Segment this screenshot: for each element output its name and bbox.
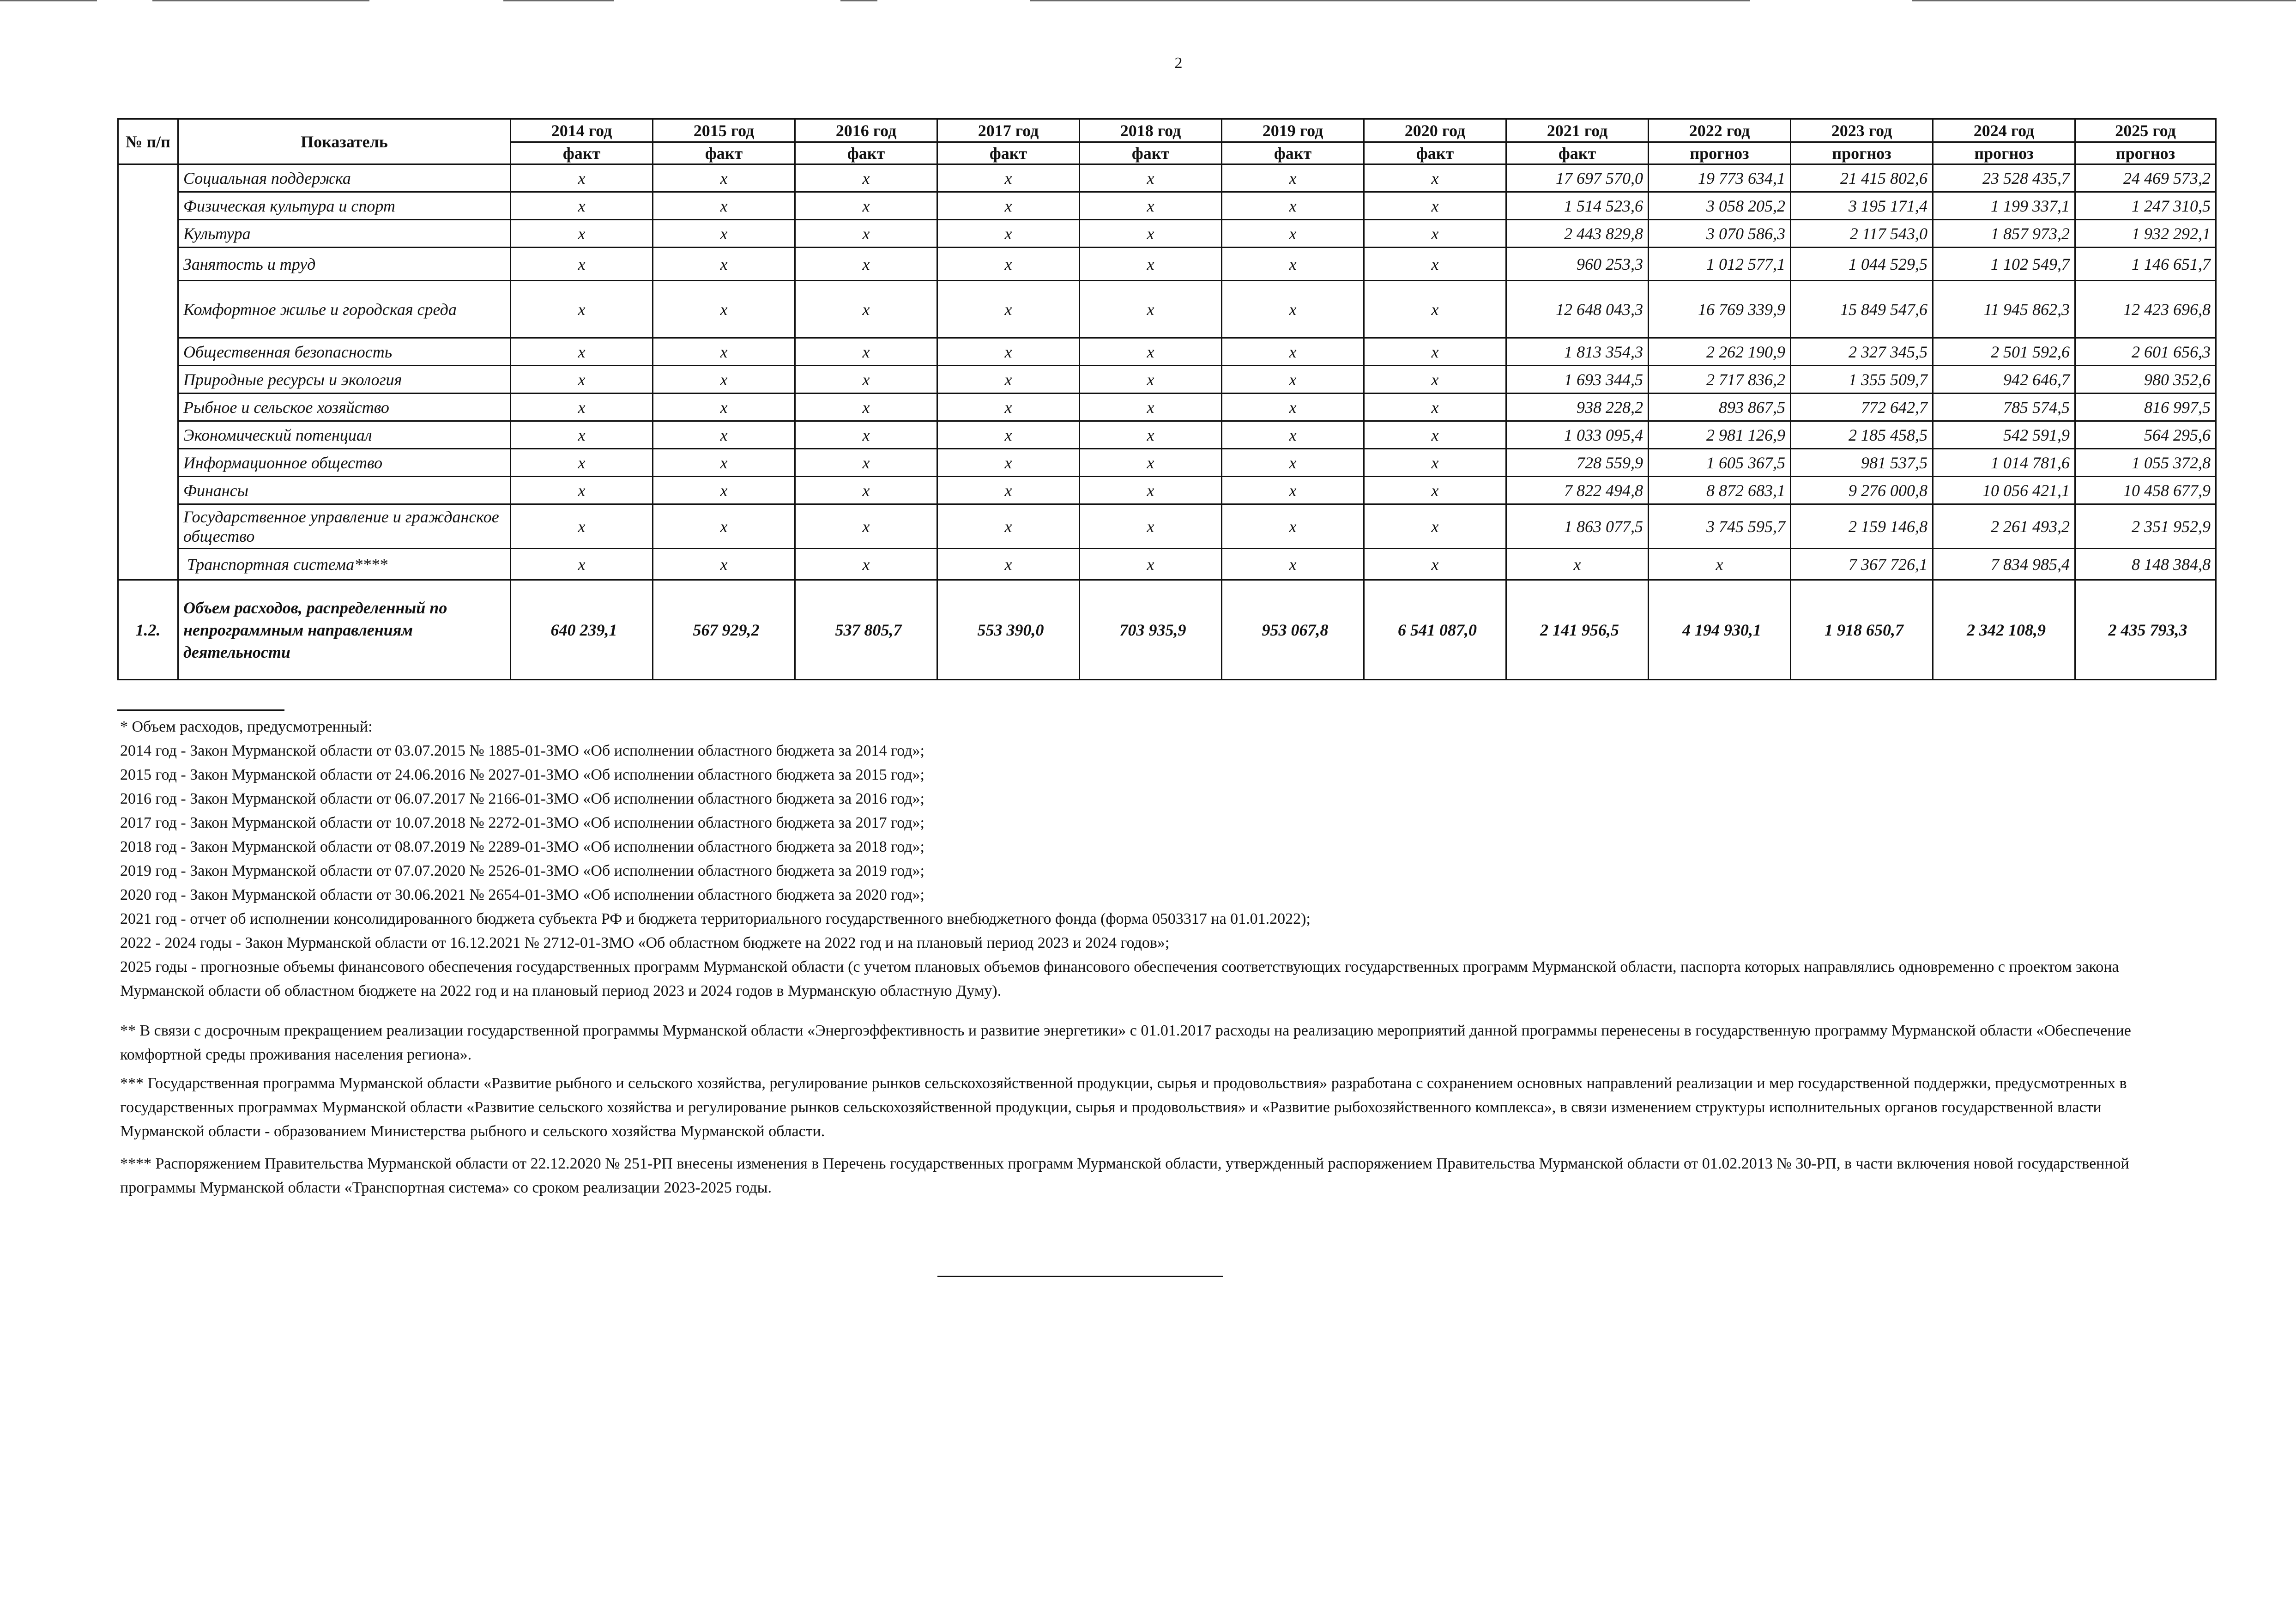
value-cell: 772 642,7 (1791, 394, 1933, 421)
value-cell: x (937, 421, 1080, 449)
scan-edge-mark (1912, 0, 2296, 1)
value-cell: 7 822 494,8 (1506, 477, 1649, 504)
value-cell: x (1080, 281, 1222, 338)
value-cell: 564 295,6 (2075, 421, 2216, 449)
value-cell: 893 867,5 (1649, 394, 1791, 421)
value-cell: x (653, 477, 795, 504)
value-cell: x (1222, 220, 1364, 248)
table-row (118, 192, 2216, 220)
value-cell: 2 117 543,0 (1791, 220, 1933, 248)
value-cell: x (1364, 192, 1506, 220)
value-cell: 1 355 509,7 (1791, 366, 1933, 394)
value-cell: 1 857 973,2 (1933, 220, 2075, 248)
footnote-2: ** В связи с досрочным прекращением реализации государственной программы Мурманской области «Энергоэффективность и развитие энергетики» с 01.01.2017 расходы на реализацию мероприятий данной программы перенесены в государственную программу Мурманской области «Обеспечение комфортной среды проживания населения региона». (120, 1022, 2131, 1063)
value-cell: x (1080, 449, 1222, 477)
table-row (118, 366, 2216, 394)
value-cell: 981 537,5 (1791, 449, 1933, 477)
value-cell: x (937, 549, 1080, 580)
value-cell: x (1222, 549, 1364, 580)
header-year: 2015 год (653, 119, 795, 142)
value-cell: x (1080, 504, 1222, 549)
scan-edge-mark (840, 0, 877, 1)
value-cell: x (937, 366, 1080, 394)
value-cell: 1 044 529,5 (1791, 248, 1933, 281)
value-cell: 1 014 781,6 (1933, 449, 2075, 477)
value-cell: x (1222, 338, 1364, 366)
value-cell: x (1222, 192, 1364, 220)
value-cell: x (1364, 248, 1506, 281)
value-cell: 942 646,7 (1933, 366, 2075, 394)
footnote-divider (117, 709, 284, 711)
value-cell: x (795, 421, 937, 449)
indicator-name: Занятость и труд (178, 248, 511, 281)
value-cell: 1 932 292,1 (2075, 220, 2216, 248)
value-cell: 1 605 367,5 (1649, 449, 1791, 477)
value-cell: 1 514 523,6 (1506, 192, 1649, 220)
header-type: факт (795, 142, 937, 164)
value-cell: 1 247 310,5 (2075, 192, 2216, 220)
value-cell: 2 262 190,9 (1649, 338, 1791, 366)
end-of-document-rule (937, 1276, 1223, 1277)
header-year: 2014 год (511, 119, 653, 142)
table-row (118, 248, 2216, 281)
total-value-cell: 2 435 793,3 (2075, 580, 2216, 680)
value-cell: x (653, 248, 795, 281)
value-cell: x (511, 549, 653, 580)
header-year: 2020 год (1364, 119, 1506, 142)
value-cell: x (1364, 449, 1506, 477)
total-value-cell: 703 935,9 (1080, 580, 1222, 680)
value-cell: x (511, 248, 653, 281)
total-value-cell: 1 918 650,7 (1791, 580, 1933, 680)
value-cell: x (1364, 504, 1506, 549)
footnote-line: 2020 год - Закон Мурманской области от 30.06.2021 № 2654-01-ЗМО «Об исполнении областного бюджета за 2020 год»; (120, 886, 924, 903)
value-cell: 542 591,9 (1933, 421, 2075, 449)
value-cell: x (1364, 220, 1506, 248)
value-cell: x (1364, 477, 1506, 504)
table-row (118, 421, 2216, 449)
header-type: факт (1506, 142, 1649, 164)
table-body (118, 164, 2216, 680)
value-cell: 21 415 802,6 (1791, 164, 1933, 192)
value-cell: x (937, 164, 1080, 192)
header-year: 2025 год (2075, 119, 2216, 142)
header-year: 2023 год (1791, 119, 1933, 142)
value-cell: 3 195 171,4 (1791, 192, 1933, 220)
indicator-name: Транспортная система**** (178, 549, 511, 580)
value-cell: x (1364, 281, 1506, 338)
value-cell: 2 501 592,6 (1933, 338, 2075, 366)
value-cell: x (937, 220, 1080, 248)
value-cell: 1 146 651,7 (2075, 248, 2216, 281)
indicator-name: Информационное общество (178, 449, 511, 477)
value-cell: 1 102 549,7 (1933, 248, 2075, 281)
value-cell: 1 012 577,1 (1649, 248, 1791, 281)
value-cell: 12 423 696,8 (2075, 281, 2216, 338)
value-cell: 2 185 458,5 (1791, 421, 1933, 449)
header-type: факт (1080, 142, 1222, 164)
value-cell: 2 601 656,3 (2075, 338, 2216, 366)
footnote-line: 2019 год - Закон Мурманской области от 07.07.2020 № 2526-01-ЗМО «Об исполнении областного бюджета за 2019 год»; (120, 862, 924, 879)
indicator-name: Социальная поддержка (178, 164, 511, 192)
value-cell: x (511, 192, 653, 220)
table-row (118, 504, 2216, 549)
value-cell: x (795, 281, 937, 338)
header-year: 2016 год (795, 119, 937, 142)
footnote-line: 2025 годы - прогнозные объемы финансового обеспечения государственных программ Мурманской области (с учетом плановых объемов финансового обеспечения соответствующих государственных программ Мурманской области, паспорта которых направлялись одновременно с проектом закона Мурманской области об областном бюджете на 2022 год и на плановый период 2023 и 2024 годов в Мурманскую областную Думу). (120, 958, 2119, 999)
value-cell: x (795, 549, 937, 580)
value-cell: 15 849 547,6 (1791, 281, 1933, 338)
value-cell: 1 693 344,5 (1506, 366, 1649, 394)
header-type: факт (937, 142, 1080, 164)
table-row (118, 220, 2216, 248)
value-cell: 1 813 354,3 (1506, 338, 1649, 366)
value-cell: x (653, 549, 795, 580)
value-cell: x (1222, 421, 1364, 449)
header-year: 2019 год (1222, 119, 1364, 142)
value-cell: x (653, 394, 795, 421)
indicator-name: Культура (178, 220, 511, 248)
value-cell: 3 058 205,2 (1649, 192, 1791, 220)
value-cell: x (511, 504, 653, 549)
value-cell: 1 033 095,4 (1506, 421, 1649, 449)
value-cell: x (1222, 164, 1364, 192)
value-cell: x (653, 449, 795, 477)
value-cell: x (1364, 549, 1506, 580)
value-cell: 980 352,6 (2075, 366, 2216, 394)
table-row (118, 164, 2216, 192)
total-row (118, 580, 2216, 680)
table-row (118, 338, 2216, 366)
header-type: прогноз (1933, 142, 2075, 164)
total-value-cell: 567 929,2 (653, 580, 795, 680)
indicator-name: Природные ресурсы и экология (178, 366, 511, 394)
value-cell: x (937, 338, 1080, 366)
header-type: факт (1364, 142, 1506, 164)
value-cell: x (795, 504, 937, 549)
footnote-list (120, 715, 2180, 1003)
header-type: факт (653, 142, 795, 164)
footnotes (120, 715, 2180, 1200)
value-cell: 2 351 952,9 (2075, 504, 2216, 549)
total-row-name: Объем расходов, распределенный по непрограммным направлениям деятельности (178, 580, 511, 680)
value-cell: 10 056 421,1 (1933, 477, 2075, 504)
value-cell: x (795, 338, 937, 366)
value-cell: x (1506, 549, 1649, 580)
total-value-cell: 640 239,1 (511, 580, 653, 680)
value-cell: 10 458 677,9 (2075, 477, 2216, 504)
page-number: 2 (1174, 55, 1183, 72)
value-cell: x (653, 220, 795, 248)
value-cell: 3 070 586,3 (1649, 220, 1791, 248)
value-cell: 785 574,5 (1933, 394, 2075, 421)
value-cell: x (653, 281, 795, 338)
value-cell: 3 745 595,7 (1649, 504, 1791, 549)
indicator-name: Общественная безопасность (178, 338, 511, 366)
value-cell: x (511, 421, 653, 449)
value-cell: x (511, 477, 653, 504)
value-cell: 1 055 372,8 (2075, 449, 2216, 477)
value-cell: x (653, 421, 795, 449)
value-cell: x (1080, 549, 1222, 580)
scan-edge-mark (0, 0, 97, 1)
value-cell: x (653, 192, 795, 220)
value-cell: x (1222, 394, 1364, 421)
value-cell: x (653, 504, 795, 549)
value-cell: x (1080, 421, 1222, 449)
value-cell: x (795, 477, 937, 504)
value-cell: x (937, 281, 1080, 338)
value-cell: x (1364, 338, 1506, 366)
footnote-line: 2014 год - Закон Мурманской области от 03.07.2015 № 1885-01-ЗМО «Об исполнении областного бюджета за 2014 год»; (120, 742, 924, 759)
header-type: факт (511, 142, 653, 164)
table-row (118, 477, 2216, 504)
table-header (118, 119, 2216, 164)
value-cell: 728 559,9 (1506, 449, 1649, 477)
value-cell: 1 199 337,1 (1933, 192, 2075, 220)
value-cell: 19 773 634,1 (1649, 164, 1791, 192)
value-cell: x (1222, 248, 1364, 281)
value-cell: x (937, 248, 1080, 281)
value-cell: 2 327 345,5 (1791, 338, 1933, 366)
header-year: 2022 год (1649, 119, 1791, 142)
footnote-4: **** Распоряжением Правительства Мурманской области от 22.12.2020 № 251-РП внесены изменения в Перечень государственных программ Мурманской области, утвержденный распоряжением Правительства Мурманской области от 01.02.2013 № 30-РП, в части включения новой государственной программы Мурманской области «Транспортная система» со сроком реализации 2023-2025 годы. (120, 1155, 2129, 1196)
total-value-cell: 553 390,0 (937, 580, 1080, 680)
total-value-cell: 537 805,7 (795, 580, 937, 680)
value-cell: 816 997,5 (2075, 394, 2216, 421)
header-num: № п/п (118, 119, 178, 164)
value-cell: x (937, 477, 1080, 504)
value-cell: x (511, 338, 653, 366)
value-cell: x (795, 220, 937, 248)
value-cell: 1 863 077,5 (1506, 504, 1649, 549)
value-cell: x (653, 366, 795, 394)
value-cell: x (511, 394, 653, 421)
value-cell: x (1649, 549, 1791, 580)
indicator-name: Финансы (178, 477, 511, 504)
row-group-num (118, 164, 178, 580)
value-cell: x (1364, 394, 1506, 421)
value-cell: 17 697 570,0 (1506, 164, 1649, 192)
value-cell: x (1080, 338, 1222, 366)
value-cell: x (511, 281, 653, 338)
value-cell: x (1222, 477, 1364, 504)
footnote-line: 2015 год - Закон Мурманской области от 24.06.2016 № 2027-01-ЗМО «Об исполнении областного бюджета за 2015 год»; (120, 766, 924, 783)
header-year: 2018 год (1080, 119, 1222, 142)
value-cell: x (795, 449, 937, 477)
footnote-line: 2018 год - Закон Мурманской области от 08.07.2019 № 2289-01-ЗМО «Об исполнении областного бюджета за 2018 год»; (120, 838, 924, 855)
value-cell: x (1080, 477, 1222, 504)
value-cell: 12 648 043,3 (1506, 281, 1649, 338)
value-cell: x (1222, 366, 1364, 394)
value-cell: x (1080, 192, 1222, 220)
value-cell: x (795, 192, 937, 220)
indicator-name: Физическая культура и спорт (178, 192, 511, 220)
budget-table (117, 118, 2217, 680)
value-cell: x (1222, 449, 1364, 477)
scan-edge-mark (152, 0, 369, 1)
value-cell: x (1364, 421, 1506, 449)
total-value-cell: 2 342 108,9 (1933, 580, 2075, 680)
value-cell: x (1080, 394, 1222, 421)
total-value-cell: 953 067,8 (1222, 580, 1364, 680)
value-cell: x (1222, 504, 1364, 549)
header-type: факт (1222, 142, 1364, 164)
value-cell: x (937, 192, 1080, 220)
value-cell: 16 769 339,9 (1649, 281, 1791, 338)
value-cell: 7 367 726,1 (1791, 549, 1933, 580)
value-cell: x (795, 366, 937, 394)
value-cell: x (1080, 248, 1222, 281)
indicator-name: Государственное управление и гражданское общество (178, 504, 511, 549)
value-cell: x (937, 394, 1080, 421)
value-cell: 8 148 384,8 (2075, 549, 2216, 580)
value-cell: x (795, 394, 937, 421)
value-cell: x (511, 366, 653, 394)
value-cell: 2 261 493,2 (1933, 504, 2075, 549)
scan-edge-mark (1030, 0, 1750, 1)
value-cell: 2 159 146,8 (1791, 504, 1933, 549)
value-cell: 24 469 573,2 (2075, 164, 2216, 192)
value-cell: x (1080, 220, 1222, 248)
footnote-line: 2017 год - Закон Мурманской области от 10.07.2018 № 2272-01-ЗМО «Об исполнении областного бюджета за 2017 год»; (120, 814, 924, 831)
indicator-name: Экономический потенциал (178, 421, 511, 449)
value-cell: x (1080, 164, 1222, 192)
value-cell: x (937, 449, 1080, 477)
header-indicator: Показатель (178, 119, 511, 164)
header-type: прогноз (2075, 142, 2216, 164)
footnote-line: 2016 год - Закон Мурманской области от 06.07.2017 № 2166-01-ЗМО «Об исполнении областного бюджета за 2016 год»; (120, 790, 924, 807)
footnote-line: 2022 - 2024 годы - Закон Мурманской области от 16.12.2021 № 2712-01-ЗМО «Об областном бюджете на 2022 год и на плановый период 2023 и 2024 годов»; (120, 934, 1170, 951)
value-cell: 11 945 862,3 (1933, 281, 2075, 338)
value-cell: x (1364, 366, 1506, 394)
value-cell: x (511, 164, 653, 192)
total-row-num: 1.2. (118, 580, 178, 680)
footnote-line: 2021 год - отчет об исполнении консолидированного бюджета субъекта РФ и бюджета территориального государственного внебюджетного фонда (форма 0503317 на 01.01.2022); (120, 910, 1311, 927)
value-cell: 9 276 000,8 (1791, 477, 1933, 504)
table-row (118, 549, 2216, 580)
indicator-name: Рыбное и сельское хозяйство (178, 394, 511, 421)
footnote-3: *** Государственная программа Мурманской области «Развитие рыбного и сельского хозяйства, регулирование рынков сельскохозяйственной продукции, сырья и продовольствия» разработана с сохранением основных направлений реализации и мер государственной поддержки, предусмотренных в государственных программах Мурманской области «Развитие сельского хозяйства и регулирование рынков сельскохозяйственной продукции, сырья и продовольствия» и «Развитие рыбохозяйственного комплекса», в связи изменением структуры исполнительных органов государственной власти Мурманской области - образованием Министерства рыбного и сельского хозяйства Мурманской области. (120, 1075, 2127, 1140)
value-cell: 8 872 683,1 (1649, 477, 1791, 504)
value-cell: x (795, 164, 937, 192)
value-cell: 2 717 836,2 (1649, 366, 1791, 394)
table-row (118, 281, 2216, 338)
value-cell: 23 528 435,7 (1933, 164, 2075, 192)
header-year: 2024 год (1933, 119, 2075, 142)
value-cell: 2 981 126,9 (1649, 421, 1791, 449)
value-cell: x (795, 248, 937, 281)
value-cell: 2 443 829,8 (1506, 220, 1649, 248)
value-cell: x (511, 449, 653, 477)
total-value-cell: 2 141 956,5 (1506, 580, 1649, 680)
indicator-name: Комфортное жилье и городская среда (178, 281, 511, 338)
value-cell: x (511, 220, 653, 248)
header-year: 2021 год (1506, 119, 1649, 142)
value-cell: 960 253,3 (1506, 248, 1649, 281)
total-value-cell: 4 194 930,1 (1649, 580, 1791, 680)
table-row (118, 394, 2216, 421)
value-cell: 938 228,2 (1506, 394, 1649, 421)
value-cell: 7 834 985,4 (1933, 549, 2075, 580)
value-cell: x (653, 338, 795, 366)
header-type: прогноз (1649, 142, 1791, 164)
table-row (118, 449, 2216, 477)
total-value-cell: 6 541 087,0 (1364, 580, 1506, 680)
value-cell: x (937, 504, 1080, 549)
header-type: прогноз (1791, 142, 1933, 164)
header-year: 2017 год (937, 119, 1080, 142)
scan-edge-mark (503, 0, 614, 1)
value-cell: x (1222, 281, 1364, 338)
value-cell: x (1080, 366, 1222, 394)
footnote-line: * Объем расходов, предусмотренный: (120, 718, 373, 735)
value-cell: x (1364, 164, 1506, 192)
value-cell: x (653, 164, 795, 192)
